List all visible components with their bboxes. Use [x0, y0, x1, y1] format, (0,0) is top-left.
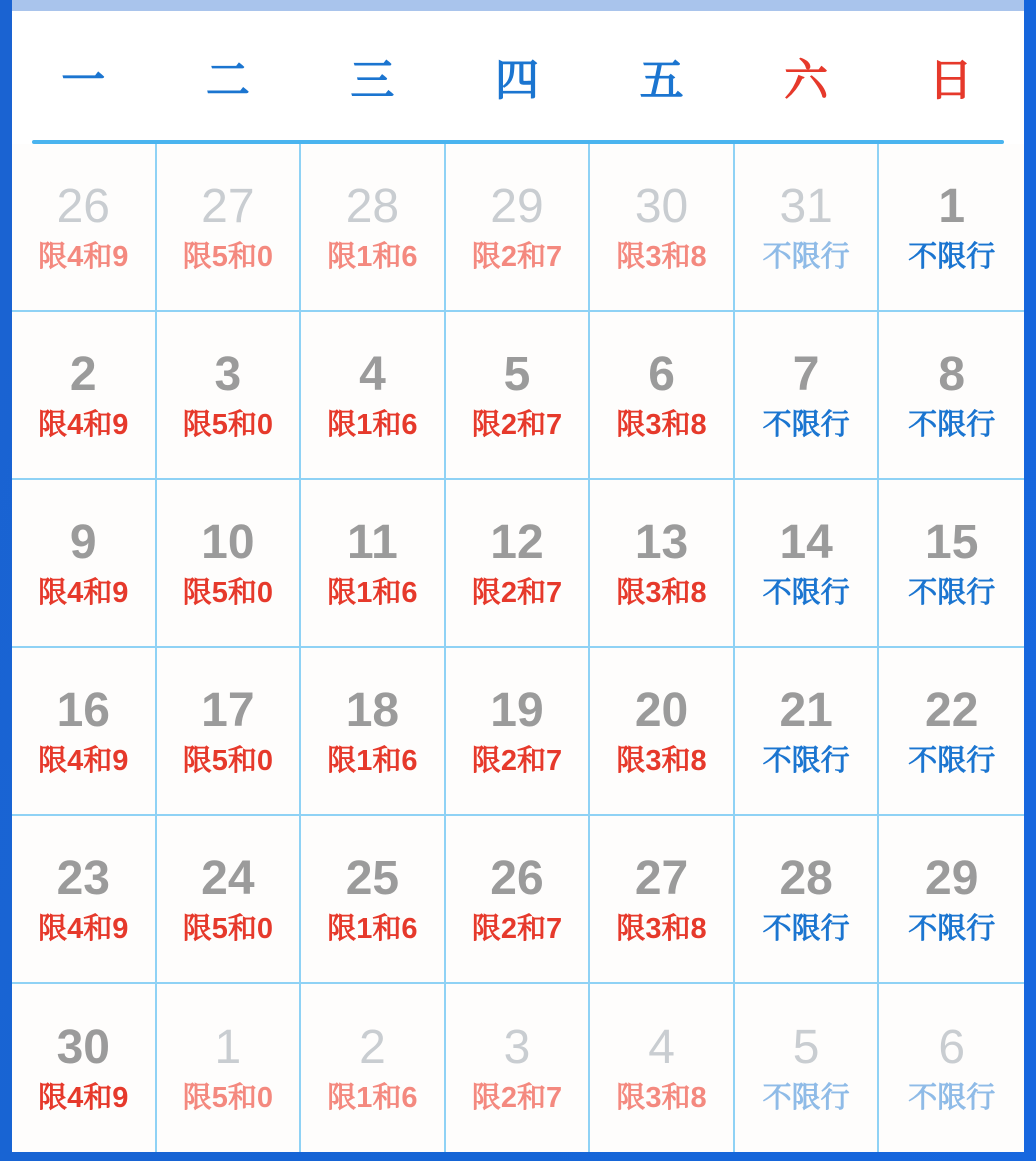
- day-cell[interactable]: [446, 312, 591, 480]
- day-cell[interactable]: [301, 144, 446, 312]
- day-number: 5: [503, 347, 531, 401]
- day-number: 20: [634, 683, 689, 737]
- day-cell[interactable]: [301, 816, 446, 984]
- day-number: 4: [359, 347, 386, 401]
- day-restriction-label: 限5和0: [182, 408, 273, 441]
- day-cell[interactable]: [157, 816, 302, 984]
- day-restriction-label: 限3和8: [616, 912, 707, 945]
- day-number: 30: [634, 179, 689, 233]
- weekday-label: 四: [494, 55, 541, 105]
- day-cell[interactable]: [446, 816, 591, 984]
- day-cell[interactable]: [735, 816, 880, 984]
- day-restriction-label: 限4和9: [38, 1081, 129, 1114]
- day-number: 12: [490, 515, 544, 569]
- day-cell[interactable]: [879, 480, 1024, 648]
- weekday-header: [12, 11, 1024, 140]
- day-number: 3: [503, 1020, 531, 1074]
- day-restriction-label: 不限行: [762, 1081, 850, 1114]
- day-cell[interactable]: [12, 648, 157, 816]
- day-restriction-label: 限1和6: [327, 744, 418, 777]
- calendar-grid: [12, 144, 1024, 1152]
- day-number: 15: [925, 515, 979, 569]
- day-cell[interactable]: [301, 648, 446, 816]
- day-cell[interactable]: [446, 480, 591, 648]
- day-cell[interactable]: [735, 312, 880, 480]
- day-restriction-label: 限4和9: [38, 240, 129, 273]
- day-cell[interactable]: [157, 480, 302, 648]
- day-cell[interactable]: [446, 984, 591, 1152]
- weekday-label: 六: [784, 55, 831, 105]
- day-cell[interactable]: [446, 144, 591, 312]
- day-cell[interactable]: [879, 816, 1024, 984]
- day-number: 26: [490, 851, 544, 905]
- day-restriction-label: 不限行: [762, 408, 850, 441]
- day-restriction-label: 不限行: [908, 1081, 996, 1114]
- day-number: 5: [792, 1020, 820, 1074]
- day-restriction-label: 限4和9: [38, 912, 129, 945]
- day-number: 13: [634, 515, 689, 569]
- day-cell[interactable]: [12, 312, 157, 480]
- day-number: 18: [345, 683, 400, 737]
- day-cell[interactable]: [12, 480, 157, 648]
- day-number: 30: [56, 1020, 110, 1074]
- day-restriction-label: 不限行: [908, 576, 996, 609]
- day-number: 7: [792, 347, 820, 401]
- day-number: 1: [938, 179, 966, 233]
- day-restriction-label: 不限行: [908, 408, 996, 441]
- day-number: 31: [779, 179, 833, 233]
- day-cell[interactable]: [157, 312, 302, 480]
- day-number: 25: [345, 851, 400, 905]
- day-restriction-label: 不限行: [908, 744, 996, 777]
- day-number: 23: [56, 851, 110, 905]
- day-restriction-label: 限3和8: [616, 744, 707, 777]
- day-restriction-label: 限1和6: [327, 240, 418, 273]
- day-number: 6: [938, 1020, 966, 1074]
- day-restriction-label: 限4和9: [38, 408, 129, 441]
- top-strip: [12, 0, 1024, 11]
- day-cell[interactable]: [590, 480, 735, 648]
- day-number: 19: [490, 683, 544, 737]
- day-number: 2: [359, 1020, 386, 1074]
- day-restriction-label: 限1和6: [327, 912, 418, 945]
- day-cell[interactable]: [157, 984, 302, 1152]
- day-restriction-label: 限2和7: [471, 744, 563, 777]
- weekday-label: 一: [61, 55, 108, 105]
- calendar-card: [12, 11, 1024, 1152]
- day-number: 1: [214, 1020, 242, 1074]
- day-cell[interactable]: [879, 312, 1024, 480]
- day-number: 24: [201, 851, 255, 905]
- day-restriction-label: 限4和9: [38, 744, 129, 777]
- day-restriction-label: 限2和7: [471, 408, 563, 441]
- day-number: 4: [648, 1020, 675, 1074]
- day-restriction-label: 限3和8: [616, 1081, 707, 1114]
- day-number: 28: [779, 851, 833, 905]
- day-number: 17: [201, 683, 255, 737]
- day-cell[interactable]: [12, 144, 157, 312]
- day-cell[interactable]: [590, 984, 735, 1152]
- day-restriction-label: 限2和7: [471, 1081, 563, 1114]
- day-number: 29: [490, 179, 544, 233]
- day-restriction-label: 限3和8: [616, 408, 707, 441]
- day-restriction-label: 不限行: [908, 912, 996, 945]
- day-restriction-label: 不限行: [762, 576, 850, 609]
- day-number: 26: [56, 179, 110, 233]
- day-restriction-label: 不限行: [762, 744, 850, 777]
- day-cell[interactable]: [12, 816, 157, 984]
- day-cell[interactable]: [446, 648, 591, 816]
- day-number: 27: [634, 851, 689, 905]
- day-number: 8: [938, 347, 966, 401]
- day-number: 3: [214, 347, 242, 401]
- day-cell[interactable]: [735, 648, 880, 816]
- weekday-label: 三: [350, 55, 397, 105]
- day-cell[interactable]: [590, 648, 735, 816]
- day-restriction-label: 限5和0: [182, 912, 273, 945]
- day-cell[interactable]: [735, 984, 880, 1152]
- day-number: 9: [69, 515, 97, 569]
- weekday-label: 五: [639, 55, 686, 105]
- day-cell[interactable]: [301, 312, 446, 480]
- day-number: 16: [56, 683, 110, 737]
- day-cell[interactable]: [879, 144, 1024, 312]
- day-number: 27: [201, 179, 255, 233]
- day-number: 28: [345, 179, 400, 233]
- day-cell[interactable]: [735, 144, 880, 312]
- day-cell[interactable]: [879, 648, 1024, 816]
- day-cell[interactable]: [301, 480, 446, 648]
- day-restriction-label: 限2和7: [471, 912, 563, 945]
- day-cell[interactable]: [301, 984, 446, 1152]
- day-restriction-label: 限2和7: [471, 240, 563, 273]
- day-restriction-label: 不限行: [762, 240, 850, 273]
- weekday-label: 二: [205, 55, 252, 105]
- day-number: 14: [779, 515, 833, 569]
- day-number: 29: [925, 851, 979, 905]
- day-restriction-label: 限5和0: [182, 240, 273, 273]
- day-number: 21: [779, 683, 833, 737]
- day-number: 2: [69, 347, 97, 401]
- weekday-label: 日: [928, 55, 975, 105]
- day-restriction-label: 限3和8: [616, 240, 707, 273]
- day-restriction-label: 限1和6: [327, 408, 418, 441]
- day-cell[interactable]: [157, 144, 302, 312]
- day-restriction-label: 限3和8: [616, 576, 707, 609]
- day-number: 10: [201, 515, 255, 569]
- day-cell[interactable]: [590, 816, 735, 984]
- day-restriction-label: 限1和6: [327, 576, 418, 609]
- day-cell[interactable]: [590, 144, 735, 312]
- day-cell[interactable]: [879, 984, 1024, 1152]
- day-cell[interactable]: [590, 312, 735, 480]
- day-restriction-label: 限5和0: [182, 744, 273, 777]
- day-restriction-label: 不限行: [908, 240, 996, 273]
- day-restriction-label: 限5和0: [182, 576, 273, 609]
- day-restriction-label: 限5和0: [182, 1081, 273, 1114]
- day-number: 6: [648, 347, 675, 401]
- day-cell[interactable]: [735, 480, 880, 648]
- day-restriction-label: 限4和9: [38, 576, 129, 609]
- day-number: 22: [925, 683, 979, 737]
- day-restriction-label: 不限行: [762, 912, 850, 945]
- day-cell[interactable]: [12, 984, 157, 1152]
- day-restriction-label: 限2和7: [471, 576, 563, 609]
- day-cell[interactable]: [157, 648, 302, 816]
- day-restriction-label: 限1和6: [327, 1081, 418, 1114]
- day-number: 11: [347, 515, 398, 569]
